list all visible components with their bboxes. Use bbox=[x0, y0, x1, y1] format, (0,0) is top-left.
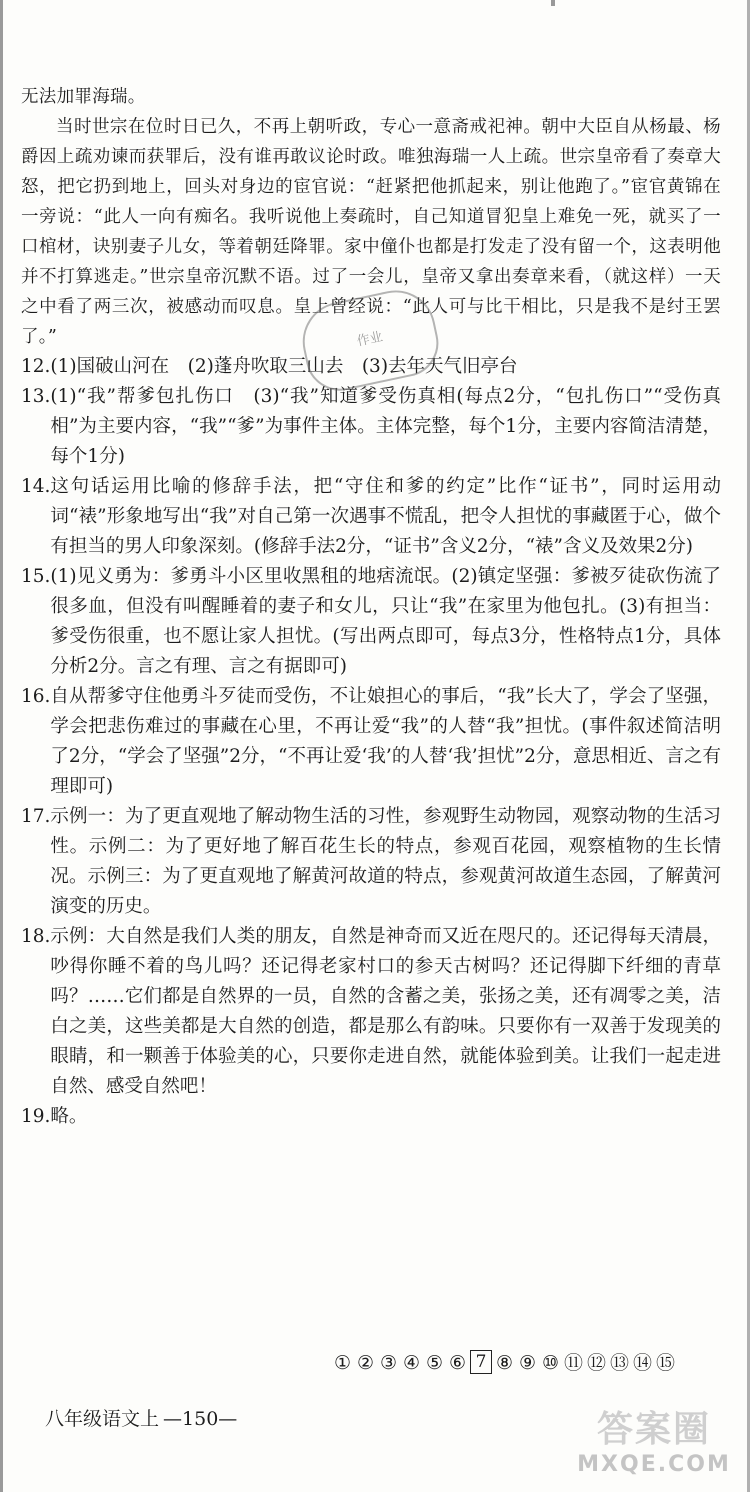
answer-number: 17. bbox=[21, 806, 51, 827]
answer-text: 略。 bbox=[50, 1106, 88, 1127]
page-marker-current: 7 bbox=[470, 1350, 492, 1374]
page-marker: ① bbox=[333, 1352, 352, 1374]
page-marker: ⑭ bbox=[632, 1352, 652, 1374]
scan-mark bbox=[551, 0, 555, 6]
answer-number: 16. bbox=[21, 686, 51, 707]
passage-first-line: 无法加罪海瑞。 bbox=[21, 87, 146, 107]
answer-number: 19. bbox=[21, 1106, 51, 1127]
answer-number: 12. bbox=[21, 356, 51, 377]
answer-number: 15. bbox=[21, 566, 51, 587]
page-number-strip bbox=[331, 1350, 677, 1376]
page-marker: ⑤ bbox=[425, 1352, 444, 1374]
footer-book-title: 八年级语文上 bbox=[45, 1408, 160, 1430]
answer-item-18 bbox=[21, 922, 721, 1102]
answer-item-13 bbox=[21, 382, 721, 472]
answer-number: 14. bbox=[21, 476, 51, 497]
page-marker: ③ bbox=[379, 1352, 398, 1374]
answer-text: 示例一：为了更直观地了解动物生活的习性，参观野生动物园，观察动物的生活习性。示例二：为了更好地了解百花生长的特点，参观百花园，观察植物的生长情况。示例三：为了更直观地了解黄河故道的特点，参观黄河故道生态园，了解黄河演变的历史。 bbox=[50, 806, 721, 917]
answer-text: 示例：大自然是我们人类的朋友，自然是神奇而又近在咫尺的。还记得每天清晨，吵得你睡不着的鸟儿吗？还记得老家村口的参天古树吗？还记得脚下纤细的青草吗？……它们都是自然界的一员，自然的含蓄之美，张扬之美，还有凋零之美，洁白之美，这些美都是大自然的创造，都是那么有韵味。只要你有一双善于发现美的眼睛，和一颗善于体验美的心，只要你走进自然，就能体验到美。让我们一起走进自然、感受自然吧！ bbox=[50, 926, 721, 1097]
answer-item-16 bbox=[21, 682, 721, 802]
page-marker: ⑩ bbox=[541, 1352, 560, 1374]
watermark-domain: MXQE.COM bbox=[577, 1452, 731, 1477]
answer-item-14 bbox=[21, 472, 721, 562]
answer-item-15 bbox=[21, 562, 721, 682]
answer-number: 18. bbox=[21, 926, 51, 947]
passage-translation: 当时世宗在位时日已久，不再上朝听政，专心一意斋戒祀神。朝中大臣自从杨最、杨爵因上疏劝谏而获罪后，没有谁再敢议论时政。唯独海瑞一人上疏。世宗皇帝看了奏章大怒，把它扔到地上，回头对身边的宦官说：“赶紧把他抓起来，别让他跑了。”宦官黄锦在一旁说：“此人一向有痴名。我听说他上奏疏时，自己知道冒犯皇上难免一死，就买了一口棺材，诀别妻子儿女，等着朝廷降罪。家中僮仆也都是打发走了没有留一个，这表明他并不打算逃走。”世宗皇帝沉默不语。过了一会儿，皇帝又拿出奏章来看，（就这样）一天之中看了两三次，被感动而叹息。皇上曾经说：“此人可与比干相比，只是我不是纣王罢了。” bbox=[21, 117, 721, 347]
page-marker: ⑧ bbox=[495, 1352, 514, 1374]
page-marker: ⑪ bbox=[563, 1352, 583, 1374]
page-marker: ⑨ bbox=[518, 1352, 537, 1374]
stamp-label: 作业 bbox=[355, 329, 385, 350]
answer-content bbox=[21, 82, 721, 1132]
page-marker: ⑬ bbox=[609, 1352, 629, 1374]
answer-text: (1)“我”帮爹包扎伤口 (3)“我”知道爹受伤真相(每点2分，“包扎伤口”“受伤真相”为主要内容，“我”“爹”为事件主体。主体完整，每个1分，主要内容简洁清楚，每个1分) bbox=[50, 386, 721, 467]
answer-item-17 bbox=[21, 802, 721, 922]
watermark-logo-text: 答案圈 bbox=[596, 1409, 711, 1450]
answer-number: 13. bbox=[21, 386, 51, 407]
answer-text: 这句话运用比喻的修辞手法，把“守住和爹的约定”比作“证书”，同时运用动词“裱”形象地写出“我”对自己第一次遇事不慌乱，把令人担忧的事藏匿于心，做个有担当的男人印象深刻。(修辞手法2分，“证书”含义2分，“裱”含义及效果2分) bbox=[50, 476, 721, 557]
answer-text: (1)见义勇为：爹勇斗小区里收黑租的地痞流氓。(2)镇定坚强：爹被歹徒砍伤流了很多血，但没有叫醒睡着的妻子和女儿，只让“我”在家里为他包扎。(3)有担当：爹受伤很重，也不愿让家人担忧。(写出两点即可，每点3分，性格特点1分，具体分析2分。言之有理、言之有据即可) bbox=[50, 566, 721, 677]
page-marker: ⑥ bbox=[448, 1352, 467, 1374]
answer-text: 自从帮爹守住他勇斗歹徒而受伤，不让娘担心的事后，“我”长大了，学会了坚强，学会把悲伤难过的事藏在心里，不再让爱“我”的人替“我”担忧。(事件叙述简洁明了2分，“学会了坚强”2分，“不再让爱‘我’的人替‘我’担忧”2分，意思相近、言之有理即可) bbox=[50, 686, 721, 797]
site-watermark bbox=[569, 1408, 739, 1488]
page-marker: ④ bbox=[402, 1352, 421, 1374]
page-footer bbox=[45, 1404, 237, 1431]
page-marker: ⑫ bbox=[586, 1352, 606, 1374]
answer-text: (1)国破山河在 (2)蓬舟吹取三山去 (3)去年天气旧亭台 bbox=[50, 356, 518, 377]
answer-item-19 bbox=[21, 1102, 721, 1132]
page-marker: ② bbox=[356, 1352, 375, 1374]
page-marker: ⑮ bbox=[655, 1352, 675, 1374]
footer-page-number: —150— bbox=[163, 1408, 238, 1430]
